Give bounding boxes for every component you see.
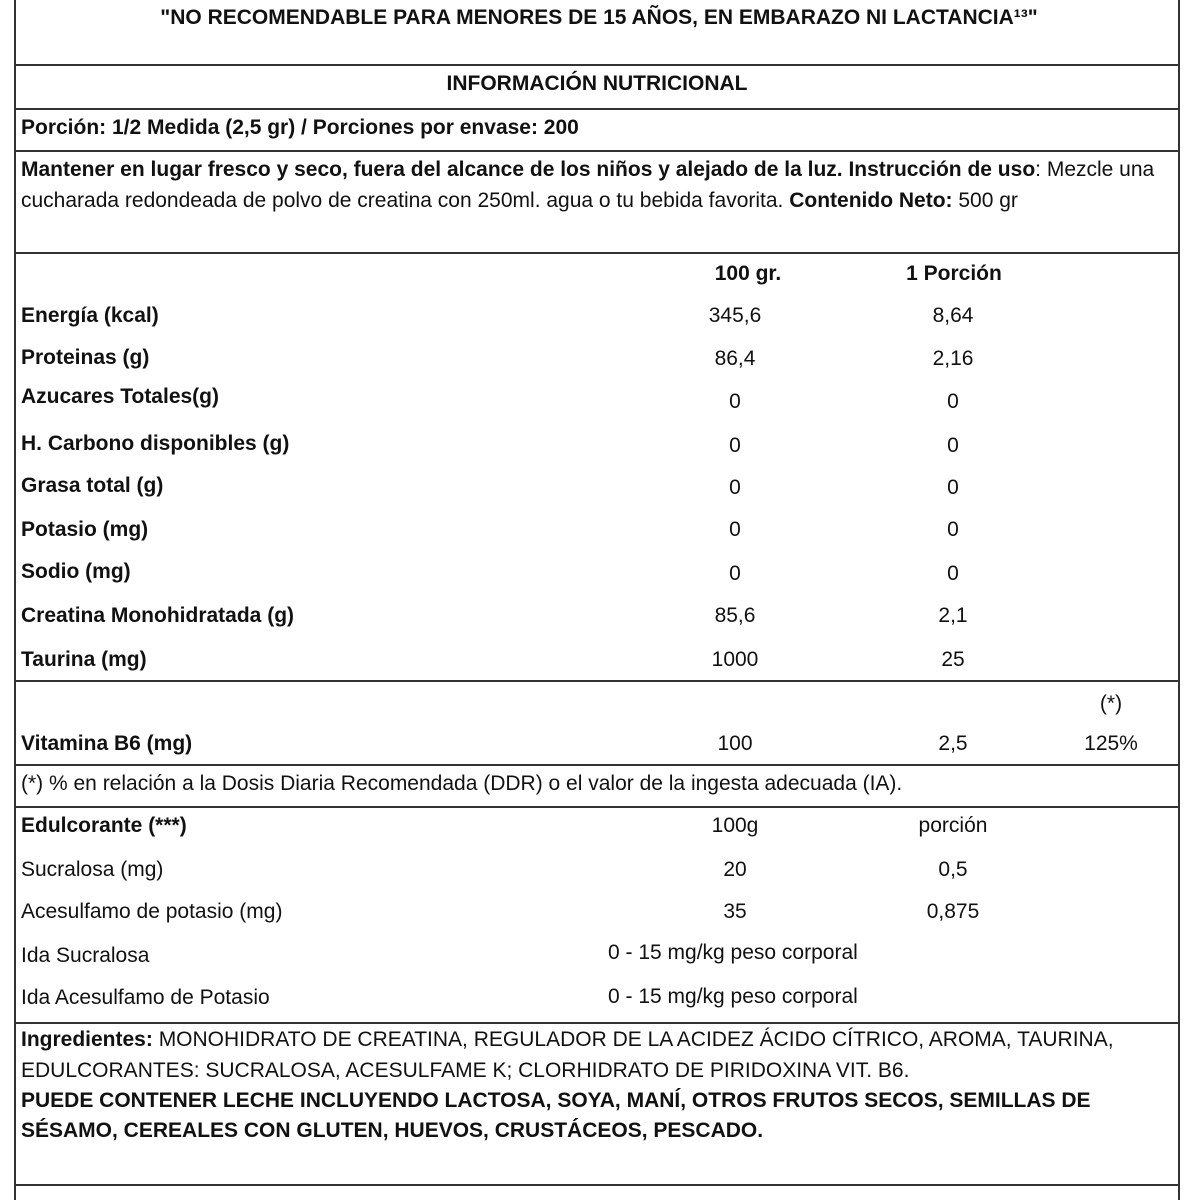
nutrient-value-100g: 345,6 [708,304,762,327]
nutrient-value-portion: 0 [947,390,959,413]
nutrient-value-portion: 0 [947,562,959,585]
storage-bold-intro: Mantener en lugar fresco y seco, fuera del alcance de los niños y alejado de la luz. Instrucción de uso [21,158,1036,181]
title-row [16,66,1178,110]
nutrient-value-100g: 1000 [711,648,759,671]
nutrient-value-100g: 85,6 [714,604,756,627]
nutrient-value-100g: 86,4 [714,347,756,370]
storage-paragraph [21,154,1170,216]
content-value: 500 gr [952,189,1018,212]
nutrient-value-portion: 0 [947,518,959,541]
nutrient-name: Taurina (mg) [21,648,147,671]
vitamin-ddr-percent: 125% [1084,732,1138,755]
sweetener-table [16,808,1178,1024]
warning-text: "NO RECOMENDABLE PARA MENORES DE 15 AÑOS, EN EMBARAZO NI LACTANCIA¹³" [160,6,1038,29]
ida-name: Ida Sucralosa [21,944,150,967]
sweetener-title: Edulcorante (***) [21,814,187,837]
ingredients-text: MONOHIDRATO DE CREATINA, REGULADOR DE LA ACIDEZ ÁCIDO CÍTRICO, AROMA, TAURINA, EDULCORANTES: SUCRALOSA, ACESULFAME K; CLORHIDRATO DE PIRIDOXINA VIT. B6. [21,1028,1114,1082]
nutrient-value-portion: 0 [947,476,959,499]
portion-text: Porción: 1/2 Medida (2,5 gr) / Porciones por envase: 200 [21,116,579,139]
nutrient-name: Sodio (mg) [21,560,131,583]
sweetener-name: Sucralosa (mg) [21,858,164,881]
vitamin-value-100g: 100 [717,732,753,755]
ddr-note: (*) % en relación a la Dosis Diaria Recomendada (DDR) o el valor de la ingesta adecuada (IA). [21,772,903,795]
sweetener-value-portion: 0,5 [938,858,968,881]
sweetener-value-portion: 0,875 [926,900,980,923]
nutrient-name: Grasa total (g) [21,474,164,497]
sweetener-value-100g: 35 [723,900,747,923]
nutrition-label [14,0,1180,1200]
vitamin-name: Vitamina B6 (mg) [21,732,193,755]
nutrient-value-portion: 0 [947,434,959,457]
storage-colon: : [1035,158,1041,181]
vitamin-row [16,682,1178,766]
col-header-portion: 1 Porción [906,262,1002,285]
nutrient-value-portion: 25 [941,648,965,671]
sweetener-name: Acesulfamo de potasio (mg) [21,900,283,923]
ingredients-row [16,1024,1178,1186]
sweetener-col-100g: 100g [711,814,759,837]
warning-row [16,0,1178,66]
nutrient-name: Creatina Monohidratada (g) [21,604,295,627]
label-title: INFORMACIÓN NUTRICIONAL [446,72,748,95]
nutrient-name: Azucares Totales(g) [21,385,219,408]
nutrient-value-portion: 8,64 [932,304,974,327]
nutrient-value-100g: 0 [729,518,741,541]
ida-value: 0 - 15 mg/kg peso corporal [608,985,858,1008]
usage-instruction: Mezcle una cucharada redondeada de polvo de creatina con 250ml. agua o tu bebida favorita. [21,158,1155,212]
ddr-column-header: (*) [1099,692,1123,715]
portion-row [16,110,1178,152]
ingredients-paragraph [21,1024,1170,1086]
nutrient-value-100g: 0 [729,390,741,413]
vitamin-value-portion: 2,5 [938,732,968,755]
nutrient-value-portion: 2,16 [932,347,974,370]
sweetener-col-portion: porción [918,814,988,837]
nutrient-value-portion: 2,1 [938,604,968,627]
nutrient-name: Potasio (mg) [21,518,149,541]
ddr-note-row [16,766,1178,808]
nutrition-table [16,254,1178,682]
nutrient-value-100g: 0 [729,434,741,457]
allergens-text: PUEDE CONTENER LECHE INCLUYENDO LACTOSA, SOYA, MANÍ, OTROS FRUTOS SECOS, SEMILLAS DE SÉSAMO, CEREALES CON GLUTEN, HUEVOS, CRUSTÁCEOS, PESCADO. [21,1089,1091,1142]
ida-value: 0 - 15 mg/kg peso corporal [608,941,858,964]
nutrient-name: Energía (kcal) [21,304,159,327]
ingredients-label: Ingredientes: [21,1028,153,1051]
storage-row [16,152,1178,254]
sweetener-value-100g: 20 [723,858,747,881]
ida-name: Ida Acesulfamo de Potasio [21,986,270,1009]
col-header-100g: 100 gr. [714,262,782,285]
nutrient-value-100g: 0 [729,562,741,585]
content-label: Contenido Neto: [789,189,953,212]
nutrient-name: H. Carbono disponibles (g) [21,432,290,455]
nutrient-name: Proteinas (g) [21,346,150,369]
nutrient-value-100g: 0 [729,476,741,499]
